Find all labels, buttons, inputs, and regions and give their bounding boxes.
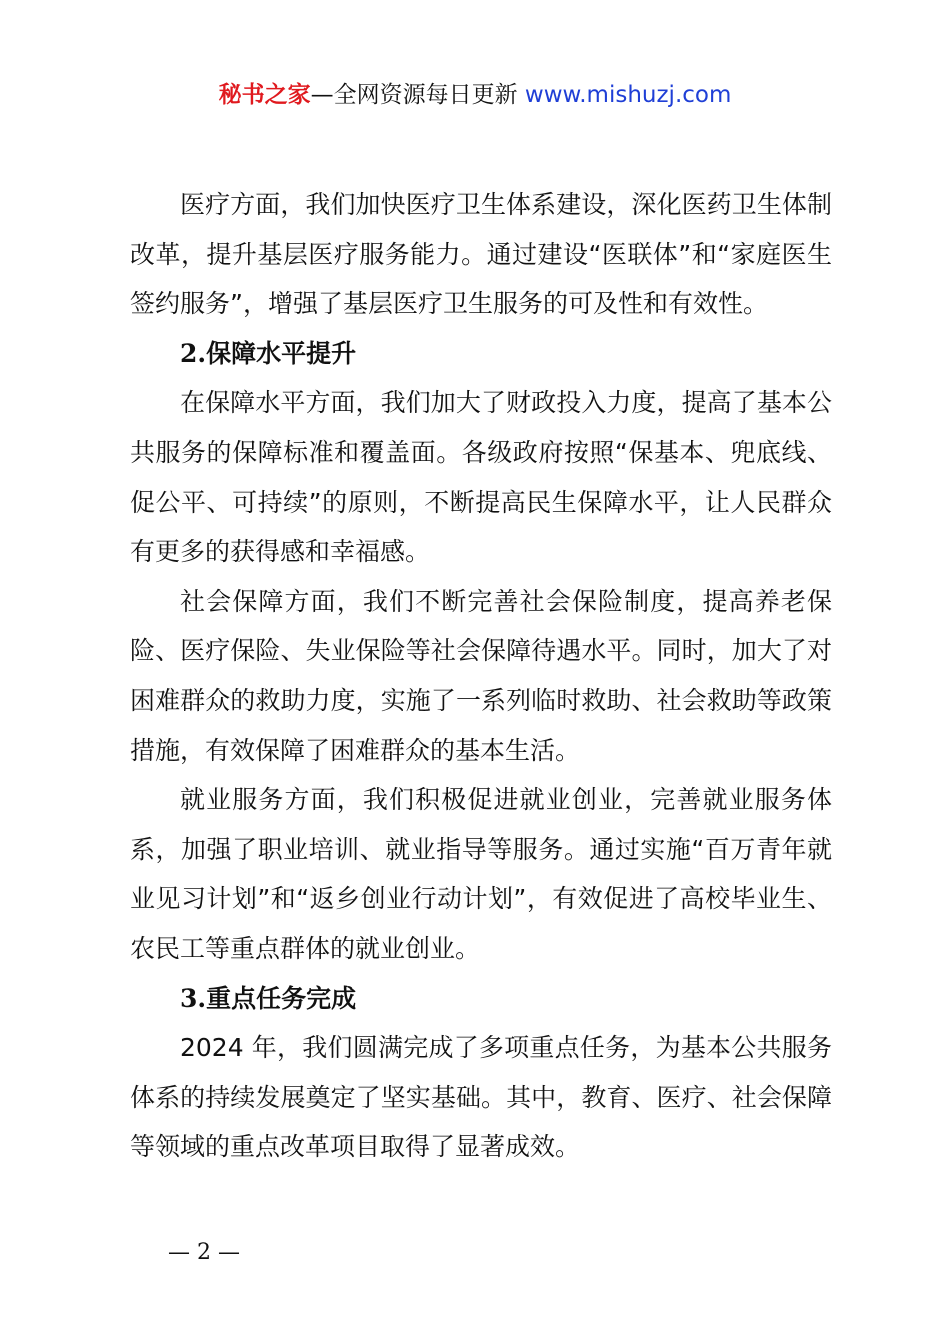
site-tagline: —全网资源每日更新 bbox=[310, 82, 525, 108]
paragraph-key-tasks: 2024 年，我们圆满完成了多项重点任务，为基本公共服务体系的持续发展奠定了坚实基础。其中，教育、医疗、社会保障等领域的重点改革项目取得了显著成效。 bbox=[130, 1033, 832, 1162]
section-heading-2: 2.保障水平提升 bbox=[180, 338, 357, 368]
document-body bbox=[130, 180, 832, 1172]
site-brand: 秘书之家 bbox=[218, 82, 311, 108]
paragraph-employment: 就业服务方面，我们积极促进就业创业，完善就业服务体系，加强了职业培训、就业指导等服务。通过实施“百万青年就业见习计划”和“返乡创业行动计划”，有效促进了高校毕业生、农民工等重点群体的就业创业。 bbox=[130, 785, 832, 963]
paragraph-medical: 医疗方面，我们加快医疗卫生体系建设，深化医药卫生体制改革，提升基层医疗服务能力。通过建设“医联体”和“家庭医生签约服务”，增强了基层医疗卫生服务的可及性和有效性。 bbox=[130, 190, 832, 319]
site-url-link[interactable]: www.mishuzj.com bbox=[524, 82, 732, 108]
site-header bbox=[0, 78, 950, 112]
paragraph-social-security: 社会保障方面，我们不断完善社会保险制度，提高养老保险、医疗保险、失业保险等社会保障待遇水平。同时，加大了对困难群众的救助力度，实施了一系列临时救助、社会救助等政策措施，有效保障了困难群众的基本生活。 bbox=[130, 586, 832, 765]
section-heading-3: 3.重点任务完成 bbox=[180, 983, 357, 1013]
paragraph-security-level: 在保障水平方面，我们加大了财政投入力度，提高了基本公共服务的保障标准和覆盖面。各级政府按照“保基本、兜底线、促公平、可持续”的原则，不断提高民生保障水平，让人民群众有更多的获得感和幸福感。 bbox=[130, 388, 832, 567]
page-number: — 2 — bbox=[168, 1240, 240, 1265]
